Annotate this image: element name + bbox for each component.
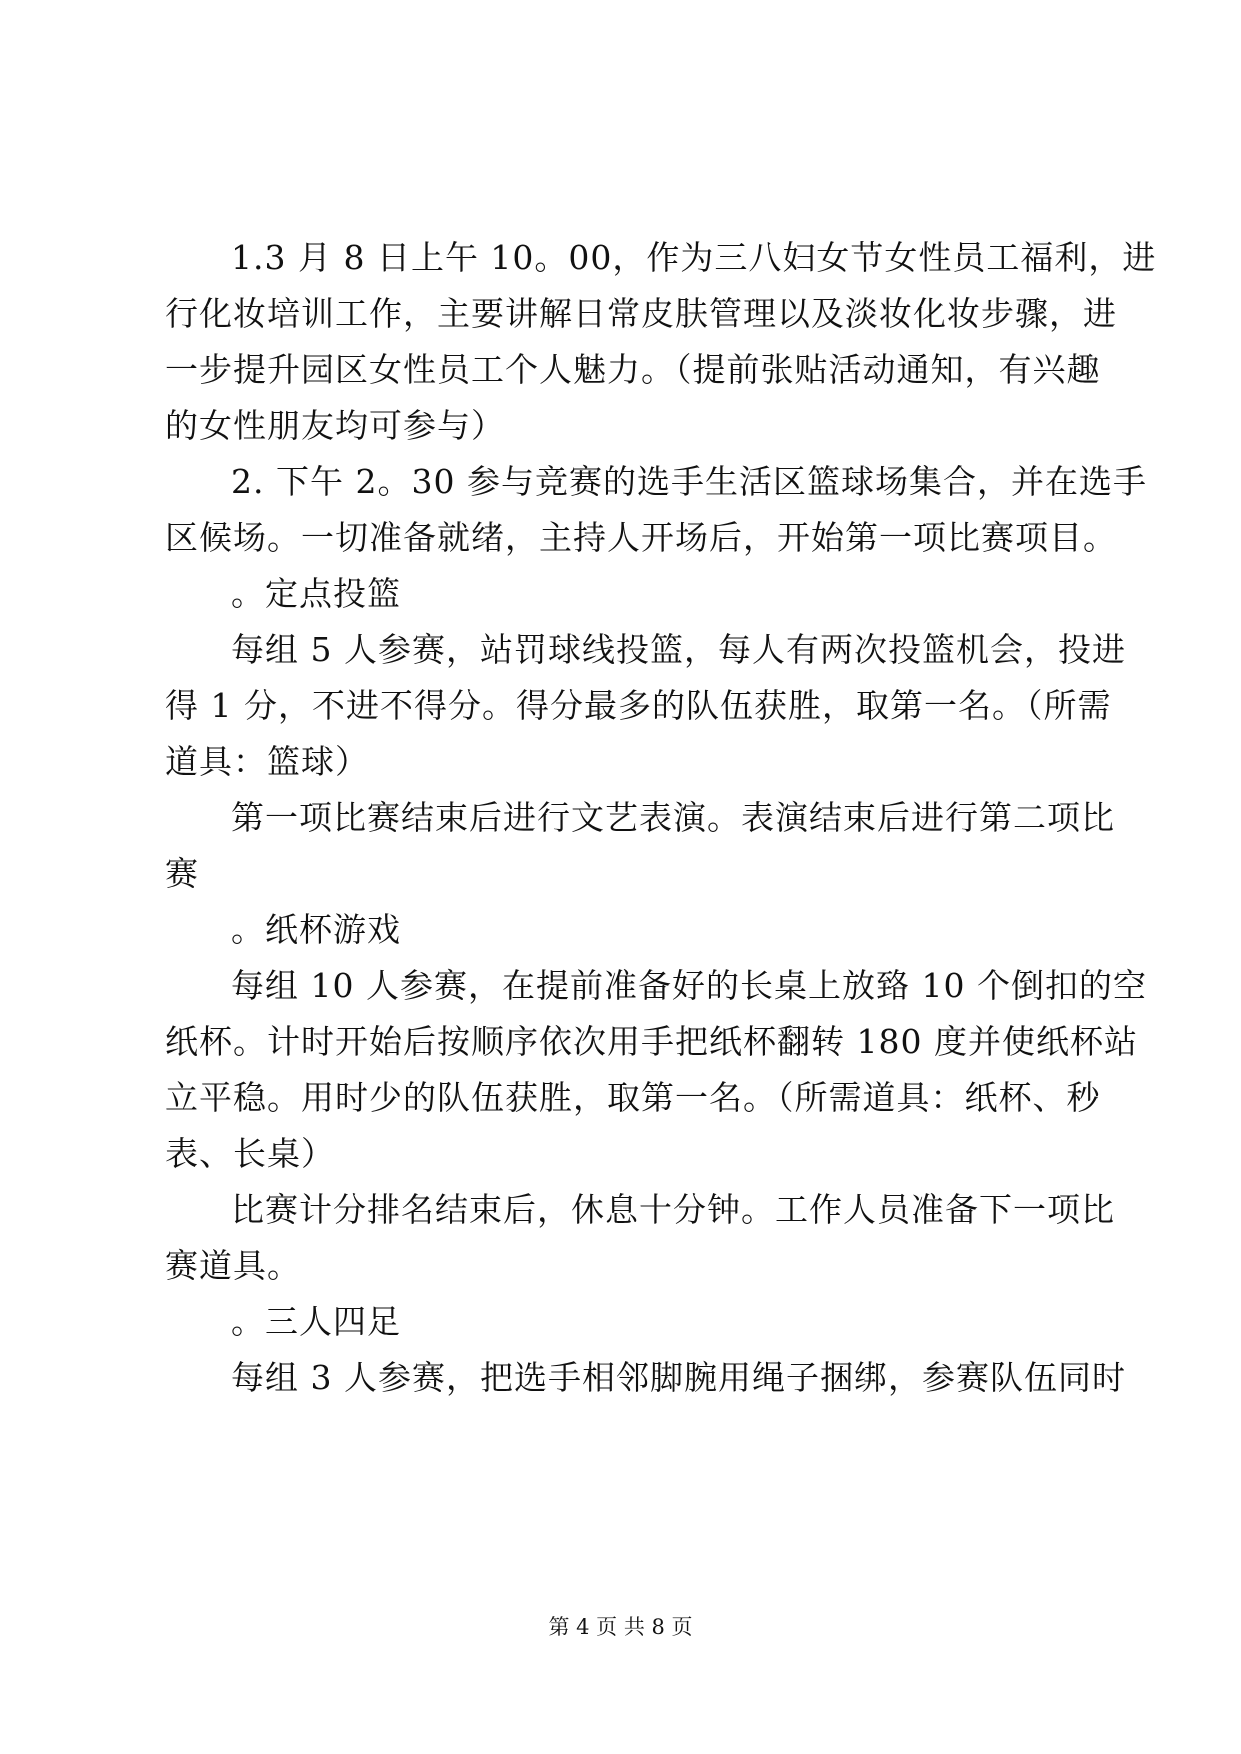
text-line: 赛 bbox=[165, 854, 199, 893]
text-line: 一步提升园区女性员工个人魅力。（提前张贴活动通知，有兴趣 bbox=[165, 350, 1101, 389]
text-line: 立平稳。用时少的队伍获胜，取第一名。（所需道具：纸杯、秒 bbox=[165, 1078, 1101, 1117]
text-line: 区候场。一切准备就绪，主持人开场后，开始第一项比赛项目。 bbox=[165, 518, 1117, 557]
text-line: 赛道具。 bbox=[165, 1246, 301, 1285]
text-line: 行化妆培训工作，主要讲解日常皮肤管理以及淡妆化妆步骤，进 bbox=[165, 294, 1117, 333]
text-line: 纸杯。计时开始后按顺序依次用手把纸杯翻转 180 度并使纸杯站 bbox=[165, 1022, 1138, 1061]
text-line: 比赛计分排名结束后，休息十分钟。工作人员准备下一项比 bbox=[231, 1190, 1115, 1229]
text-line: 1.3 月 8 日上午 10。00，作为三八妇女节女性员工福利，进 bbox=[231, 238, 1157, 277]
section-heading: 。定点投篮 bbox=[231, 574, 401, 613]
text-line: 得 1 分，不进不得分。得分最多的队伍获胜，取第一名。（所需 bbox=[165, 686, 1112, 725]
text-line: 每组 3 人参赛，把选手相邻脚腕用绳子捆绑，参赛队伍同时 bbox=[231, 1358, 1126, 1397]
text-line: 每组 10 人参赛，在提前准备好的长桌上放臵 10 个倒扣的空 bbox=[231, 966, 1147, 1005]
text-line: 道具：篮球） bbox=[165, 742, 369, 781]
text-line: 表、长桌） bbox=[165, 1134, 335, 1173]
document-body bbox=[165, 230, 1157, 1406]
text-line: 每组 5 人参赛，站罚球线投篮，每人有两次投篮机会，投进 bbox=[231, 630, 1126, 669]
text-line: 2. 下午 2。30 参与竞赛的选手生活区篮球场集合，并在选手 bbox=[231, 462, 1147, 501]
page-number-footer: 第 4 页 共 8 页 bbox=[548, 1615, 693, 1639]
text-line: 的女性朋友均可参与） bbox=[165, 406, 505, 445]
text-line: 第一项比赛结束后进行文艺表演。表演结束后进行第二项比 bbox=[231, 798, 1115, 837]
section-heading: 。纸杯游戏 bbox=[231, 910, 401, 949]
section-heading: 。三人四足 bbox=[231, 1302, 401, 1341]
